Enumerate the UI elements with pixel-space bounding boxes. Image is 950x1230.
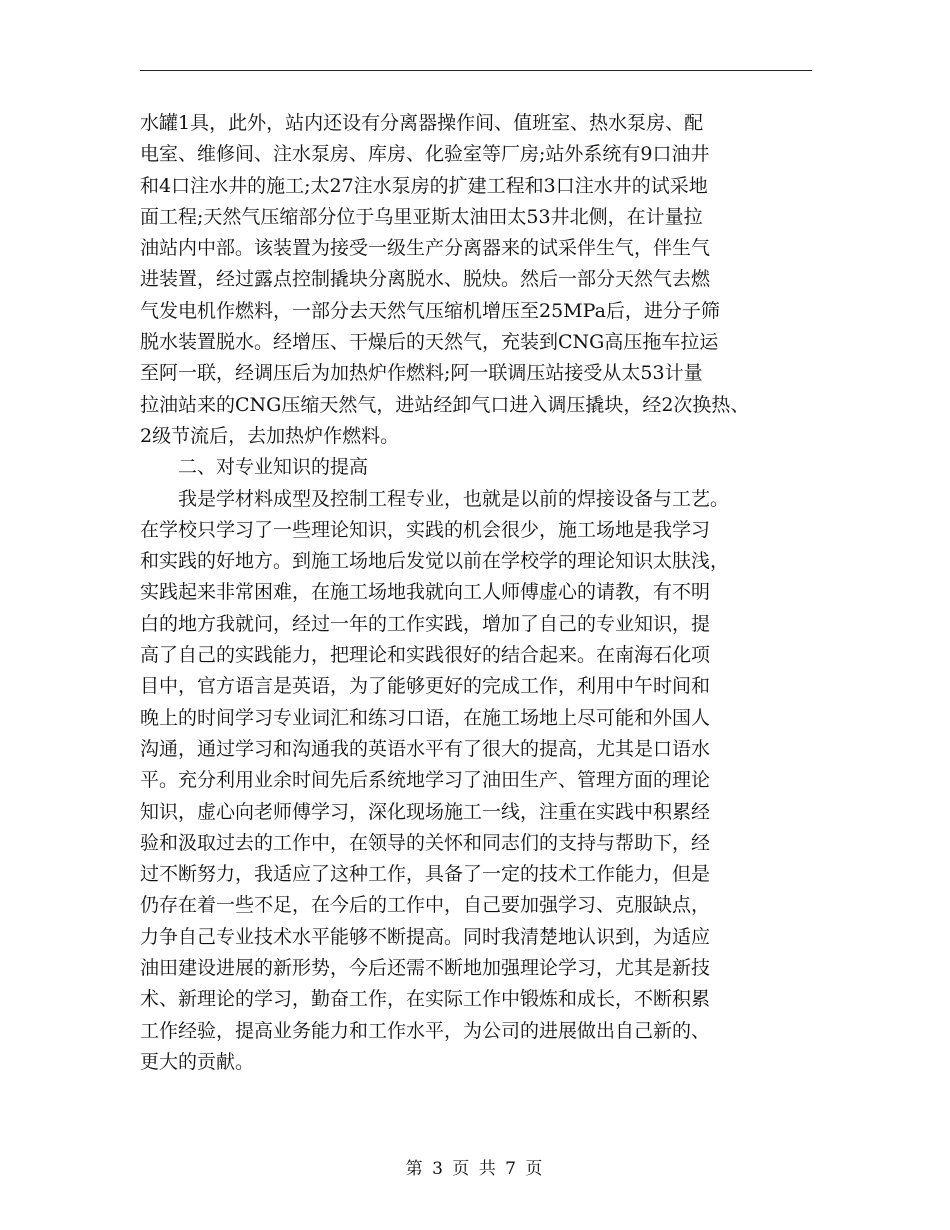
- paragraph-line: 拉油站来的CNG压缩天然气，进站经卸气口进入调压撬块，经2次换热、: [140, 393, 750, 416]
- paragraph-line: 至阿一联，经调压后为加热炉作燃料;阿一联调压站接受从太53计量: [140, 362, 703, 385]
- paragraph-line: 晚上的时间学习专业词汇和练习口语，在施工场地上尽可能和外国人: [140, 706, 711, 729]
- paragraph-line: 2级节流后，去加热炉作燃料。: [140, 424, 400, 447]
- paragraph-line: 电室、维修间、注水泵房、库房、化验室等厂房;站外系统有9口油井: [140, 143, 710, 166]
- body-text: [140, 108, 840, 1078]
- paragraph-line: 验和汲取过去的工作中，在领导的关怀和同志们的支持与帮助下，经: [140, 831, 711, 854]
- section-heading: 二、对专业知识的提高: [178, 456, 369, 479]
- paragraph-line: 力争自己专业技术水平能够不断提高。同时我清楚地认识到，为适应: [140, 925, 711, 948]
- paragraph-line: 和实践的好地方。到施工场地后发觉以前在学校学的理论知识太肤浅，: [140, 550, 730, 573]
- paragraph-line: 在学校只学习了一些理论知识，实践的机会很少，施工场地是我学习: [140, 518, 711, 541]
- paragraph-line: 高了自己的实践能力，把理论和实践很好的结合起来。在南海石化项: [140, 644, 711, 667]
- paragraph-line: 知识，虚心向老师傅学习，深化现场施工一线，注重在实践中积累经: [140, 800, 711, 823]
- page-number-footer: 第 3 页 共 7 页: [405, 1159, 545, 1179]
- paragraph-line: 过不断努力，我适应了这种工作，具备了一定的技术工作能力，但是: [140, 863, 711, 886]
- paragraph-line: 面工程;天然气压缩部分位于乌里亚斯太油田太53井北侧，在计量拉: [140, 205, 703, 228]
- paragraph-line: 进装置，经过露点控制撬块分离脱水、脱炔。然后一部分天然气去燃: [140, 268, 711, 291]
- paragraph-line: 脱水装置脱水。经增压、干燥后的天然气，充装到CNG高压拖车拉运: [140, 331, 719, 354]
- paragraph-line: 水罐1具，此外，站内还设有分离器操作间、值班室、热水泵房、配: [140, 112, 704, 134]
- paragraph-line: 术、新理论的学习，勤奋工作，在实际工作中锻炼和成长，不断积累: [140, 988, 711, 1011]
- paragraph-line: 油站内中部。该装置为接受一级生产分离器来的试采伴生气，伴生气: [140, 237, 711, 260]
- paragraph-line: 油田建设进展的新形势，今后还需不断地加强理论学习，尤其是新技: [140, 957, 711, 980]
- paragraph-line: 平。充分利用业余时间先后系统地学习了油田生产、管理方面的理论: [140, 769, 711, 792]
- paragraph-line: 实践起来非常困难，在施工场地我就向工人师傅虚心的请教，有不明: [140, 581, 711, 604]
- paragraph-line: 目中，官方语言是英语，为了能够更好的完成工作，利用中午时间和: [140, 675, 711, 698]
- header-rule: [140, 70, 812, 71]
- paragraph-line: 仍存在着一些不足，在今后的工作中，自己要加强学习、克服缺点，: [140, 894, 711, 917]
- paragraph-line: 沟通，通过学习和沟通我的英语水平有了很大的提高，尤其是口语水: [140, 737, 711, 760]
- paragraph-line: 白的地方我就问，经过一年的工作实践，增加了自己的专业知识，提: [140, 612, 711, 635]
- paragraph-line: 更大的贡献。: [140, 1050, 255, 1073]
- paragraph-line: 和4口注水井的施工;太27注水泵房的扩建工程和3口注水井的试采地: [140, 174, 708, 197]
- paragraph-line: 工作经验，提高业务能力和工作水平，为公司的进展做出自己新的、: [140, 1019, 711, 1042]
- paragraph-line: 我是学材料成型及控制工程专业，也就是以前的焊接设备与工艺。: [178, 487, 730, 510]
- paragraph-line: 气发电机作燃料，一部分去天然气压缩机增压至25MPa后，进分子筛: [140, 299, 720, 322]
